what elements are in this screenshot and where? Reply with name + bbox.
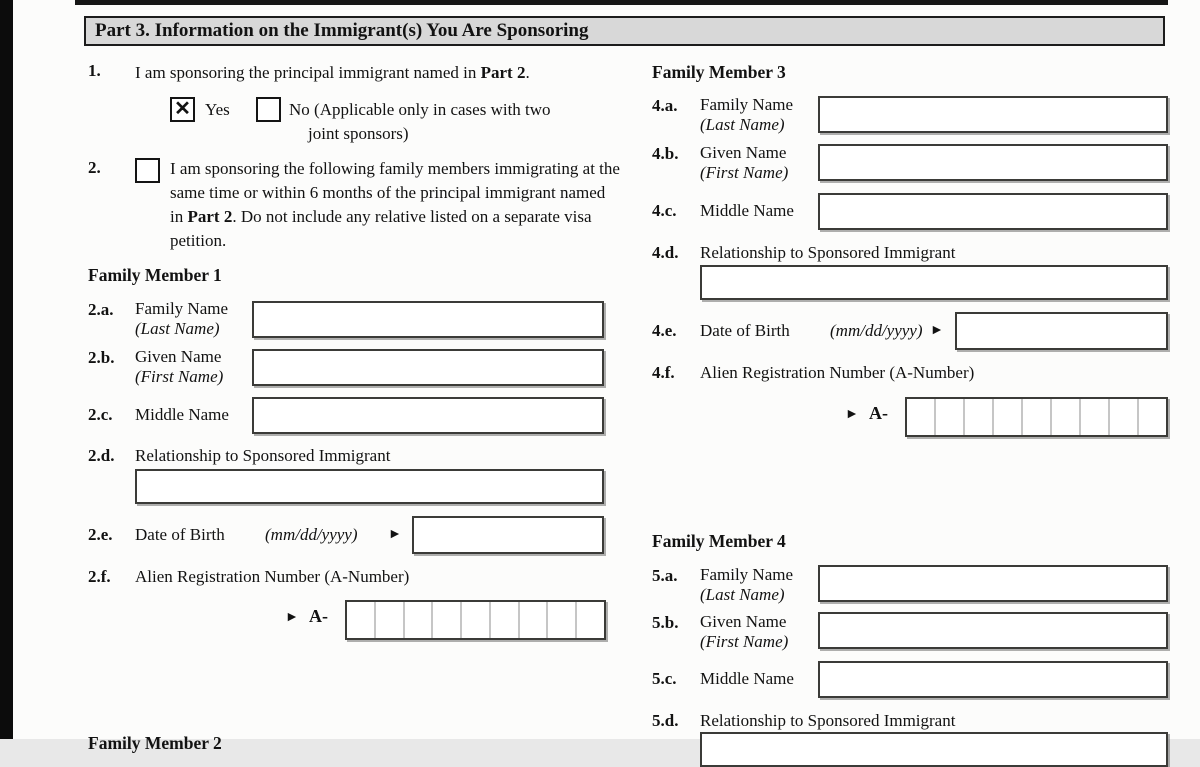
fm4-given-name-input[interactable]: [818, 612, 1168, 649]
q1-no-checkbox[interactable]: [256, 97, 281, 122]
fm3-4d-number: 4.d.: [652, 243, 679, 262]
pointer-icon: ►: [930, 323, 944, 338]
q2-text-after: . Do not include any relative listed on a separate visa petition.: [170, 207, 592, 250]
q1-no-label: [289, 98, 551, 146]
fm1-relationship-input[interactable]: [135, 469, 604, 504]
fm1-anumber-label: Alien Registration Number (A-Number): [135, 567, 410, 586]
fm1-dob-input[interactable]: [412, 516, 604, 554]
fm4-middle-name-label: Middle Name: [700, 669, 794, 688]
fm3-relationship-label: Relationship to Sponsored Immigrant: [700, 243, 956, 262]
fm1-anumber-input[interactable]: [345, 600, 606, 640]
fm3-4e-number: 4.e.: [652, 321, 677, 340]
q1-yes-checkbox[interactable]: [170, 97, 195, 122]
fm3-4f-number: 4.f.: [652, 363, 675, 382]
fm3-4a-number: 4.a.: [652, 96, 678, 115]
fm4-relationship-label: Relationship to Sponsored Immigrant: [700, 711, 956, 730]
q1-number: 1.: [88, 61, 101, 80]
fm4-family-name-label-main: Family Name: [700, 565, 794, 584]
fm4-middle-name-input[interactable]: [818, 661, 1168, 698]
fm1-dob-label: Date of Birth: [135, 525, 225, 544]
q1-no-label-line2: joint sponsors): [308, 124, 409, 143]
fm1-given-name-label: [135, 347, 250, 387]
q2-text: [170, 157, 622, 253]
q2-checkbox[interactable]: [135, 158, 160, 183]
fm4-5c-number: 5.c.: [652, 669, 677, 688]
fm1-family-name-input[interactable]: [252, 301, 604, 338]
q2-text-before: I am sponsoring the following family members immigrating at the same time or within 6 months of the principal immigrant named in: [170, 159, 620, 226]
fm1-2c-number: 2.c.: [88, 405, 113, 424]
fm3-dob-input[interactable]: [955, 312, 1168, 350]
pointer-icon: ►: [285, 610, 299, 625]
fm4-relationship-input[interactable]: [700, 732, 1168, 767]
fm4-family-name-input[interactable]: [818, 565, 1168, 602]
fm4-5d-number: 5.d.: [652, 711, 679, 730]
fm4-5a-number: 5.a.: [652, 566, 678, 585]
q1-no-label-line1: No (Applicable only in cases with two: [289, 100, 551, 119]
fm3-given-name-input[interactable]: [818, 144, 1168, 181]
fm3-middle-name-label: Middle Name: [700, 201, 794, 220]
q2-number: 2.: [88, 158, 101, 177]
pointer-icon: ►: [388, 527, 402, 542]
q1-text-before: I am sponsoring the principal immigrant named in: [135, 63, 481, 82]
fm3-relationship-input[interactable]: [700, 265, 1168, 300]
fm2-heading: Family Member 2: [88, 733, 222, 753]
fm3-middle-name-input[interactable]: [818, 193, 1168, 230]
part3-title: Part 3. Information on the Immigrant(s) You Are Sponsoring: [95, 20, 589, 41]
fm3-4b-number: 4.b.: [652, 144, 679, 163]
fm3-anumber-label: Alien Registration Number (A-Number): [700, 363, 975, 382]
fm1-2d-number: 2.d.: [88, 446, 115, 465]
q1-yes-label: Yes: [205, 100, 230, 119]
fm1-relationship-label: Relationship to Sponsored Immigrant: [135, 446, 391, 465]
fm3-dob-label: Date of Birth: [700, 321, 790, 340]
pointer-icon: ►: [845, 407, 859, 422]
fm1-given-name-sublabel: (First Name): [135, 367, 224, 386]
fm4-family-name-sublabel: (Last Name): [700, 585, 785, 604]
fm3-family-name-label-main: Family Name: [700, 95, 794, 114]
fm1-middle-name-label: Middle Name: [135, 405, 229, 424]
fm4-family-name-label: [700, 565, 815, 605]
fm1-given-name-input[interactable]: [252, 349, 604, 386]
q1-text-bold: Part 2: [480, 63, 526, 82]
fm1-given-name-label-main: Given Name: [135, 347, 222, 366]
q1-text: [135, 61, 640, 85]
fm3-4c-number: 4.c.: [652, 201, 677, 220]
fm3-family-name-label: [700, 95, 815, 135]
fm3-anumber-prefix: A-: [869, 403, 888, 423]
fm3-family-name-input[interactable]: [818, 96, 1168, 133]
fm1-2e-number: 2.e.: [88, 525, 113, 544]
fm1-family-name-label: [135, 299, 250, 339]
check-x-icon: ✕: [174, 98, 191, 120]
fm1-2b-number: 2.b.: [88, 348, 115, 367]
fm1-dob-format: (mm/dd/yyyy): [265, 525, 358, 544]
fm1-family-name-sublabel: (Last Name): [135, 319, 220, 338]
fm4-given-name-sublabel: (First Name): [700, 632, 789, 651]
fm3-dob-format: (mm/dd/yyyy): [830, 321, 923, 340]
fm4-heading: Family Member 4: [652, 531, 786, 551]
fm1-family-name-label-main: Family Name: [135, 299, 229, 318]
fm4-given-name-label: [700, 612, 815, 652]
fm1-2a-number: 2.a.: [88, 300, 114, 319]
fm3-given-name-label: [700, 143, 815, 183]
fm1-2f-number: 2.f.: [88, 567, 111, 586]
fm1-anumber-prefix: A-: [309, 606, 328, 626]
part3-header: [84, 16, 1165, 46]
scan-edge-bar: [0, 0, 13, 739]
fm4-given-name-label-main: Given Name: [700, 612, 787, 631]
fm1-middle-name-input[interactable]: [252, 397, 604, 434]
fm3-given-name-label-main: Given Name: [700, 143, 787, 162]
top-rule: [75, 0, 1168, 5]
q2-text-bold: Part 2: [187, 207, 233, 226]
fm1-heading: Family Member 1: [88, 265, 222, 285]
fm3-anumber-input[interactable]: [905, 397, 1168, 437]
q1-text-after: .: [525, 63, 530, 82]
fm3-heading: Family Member 3: [652, 62, 786, 82]
fm4-5b-number: 5.b.: [652, 613, 679, 632]
fm3-family-name-sublabel: (Last Name): [700, 115, 785, 134]
fm3-given-name-sublabel: (First Name): [700, 163, 789, 182]
